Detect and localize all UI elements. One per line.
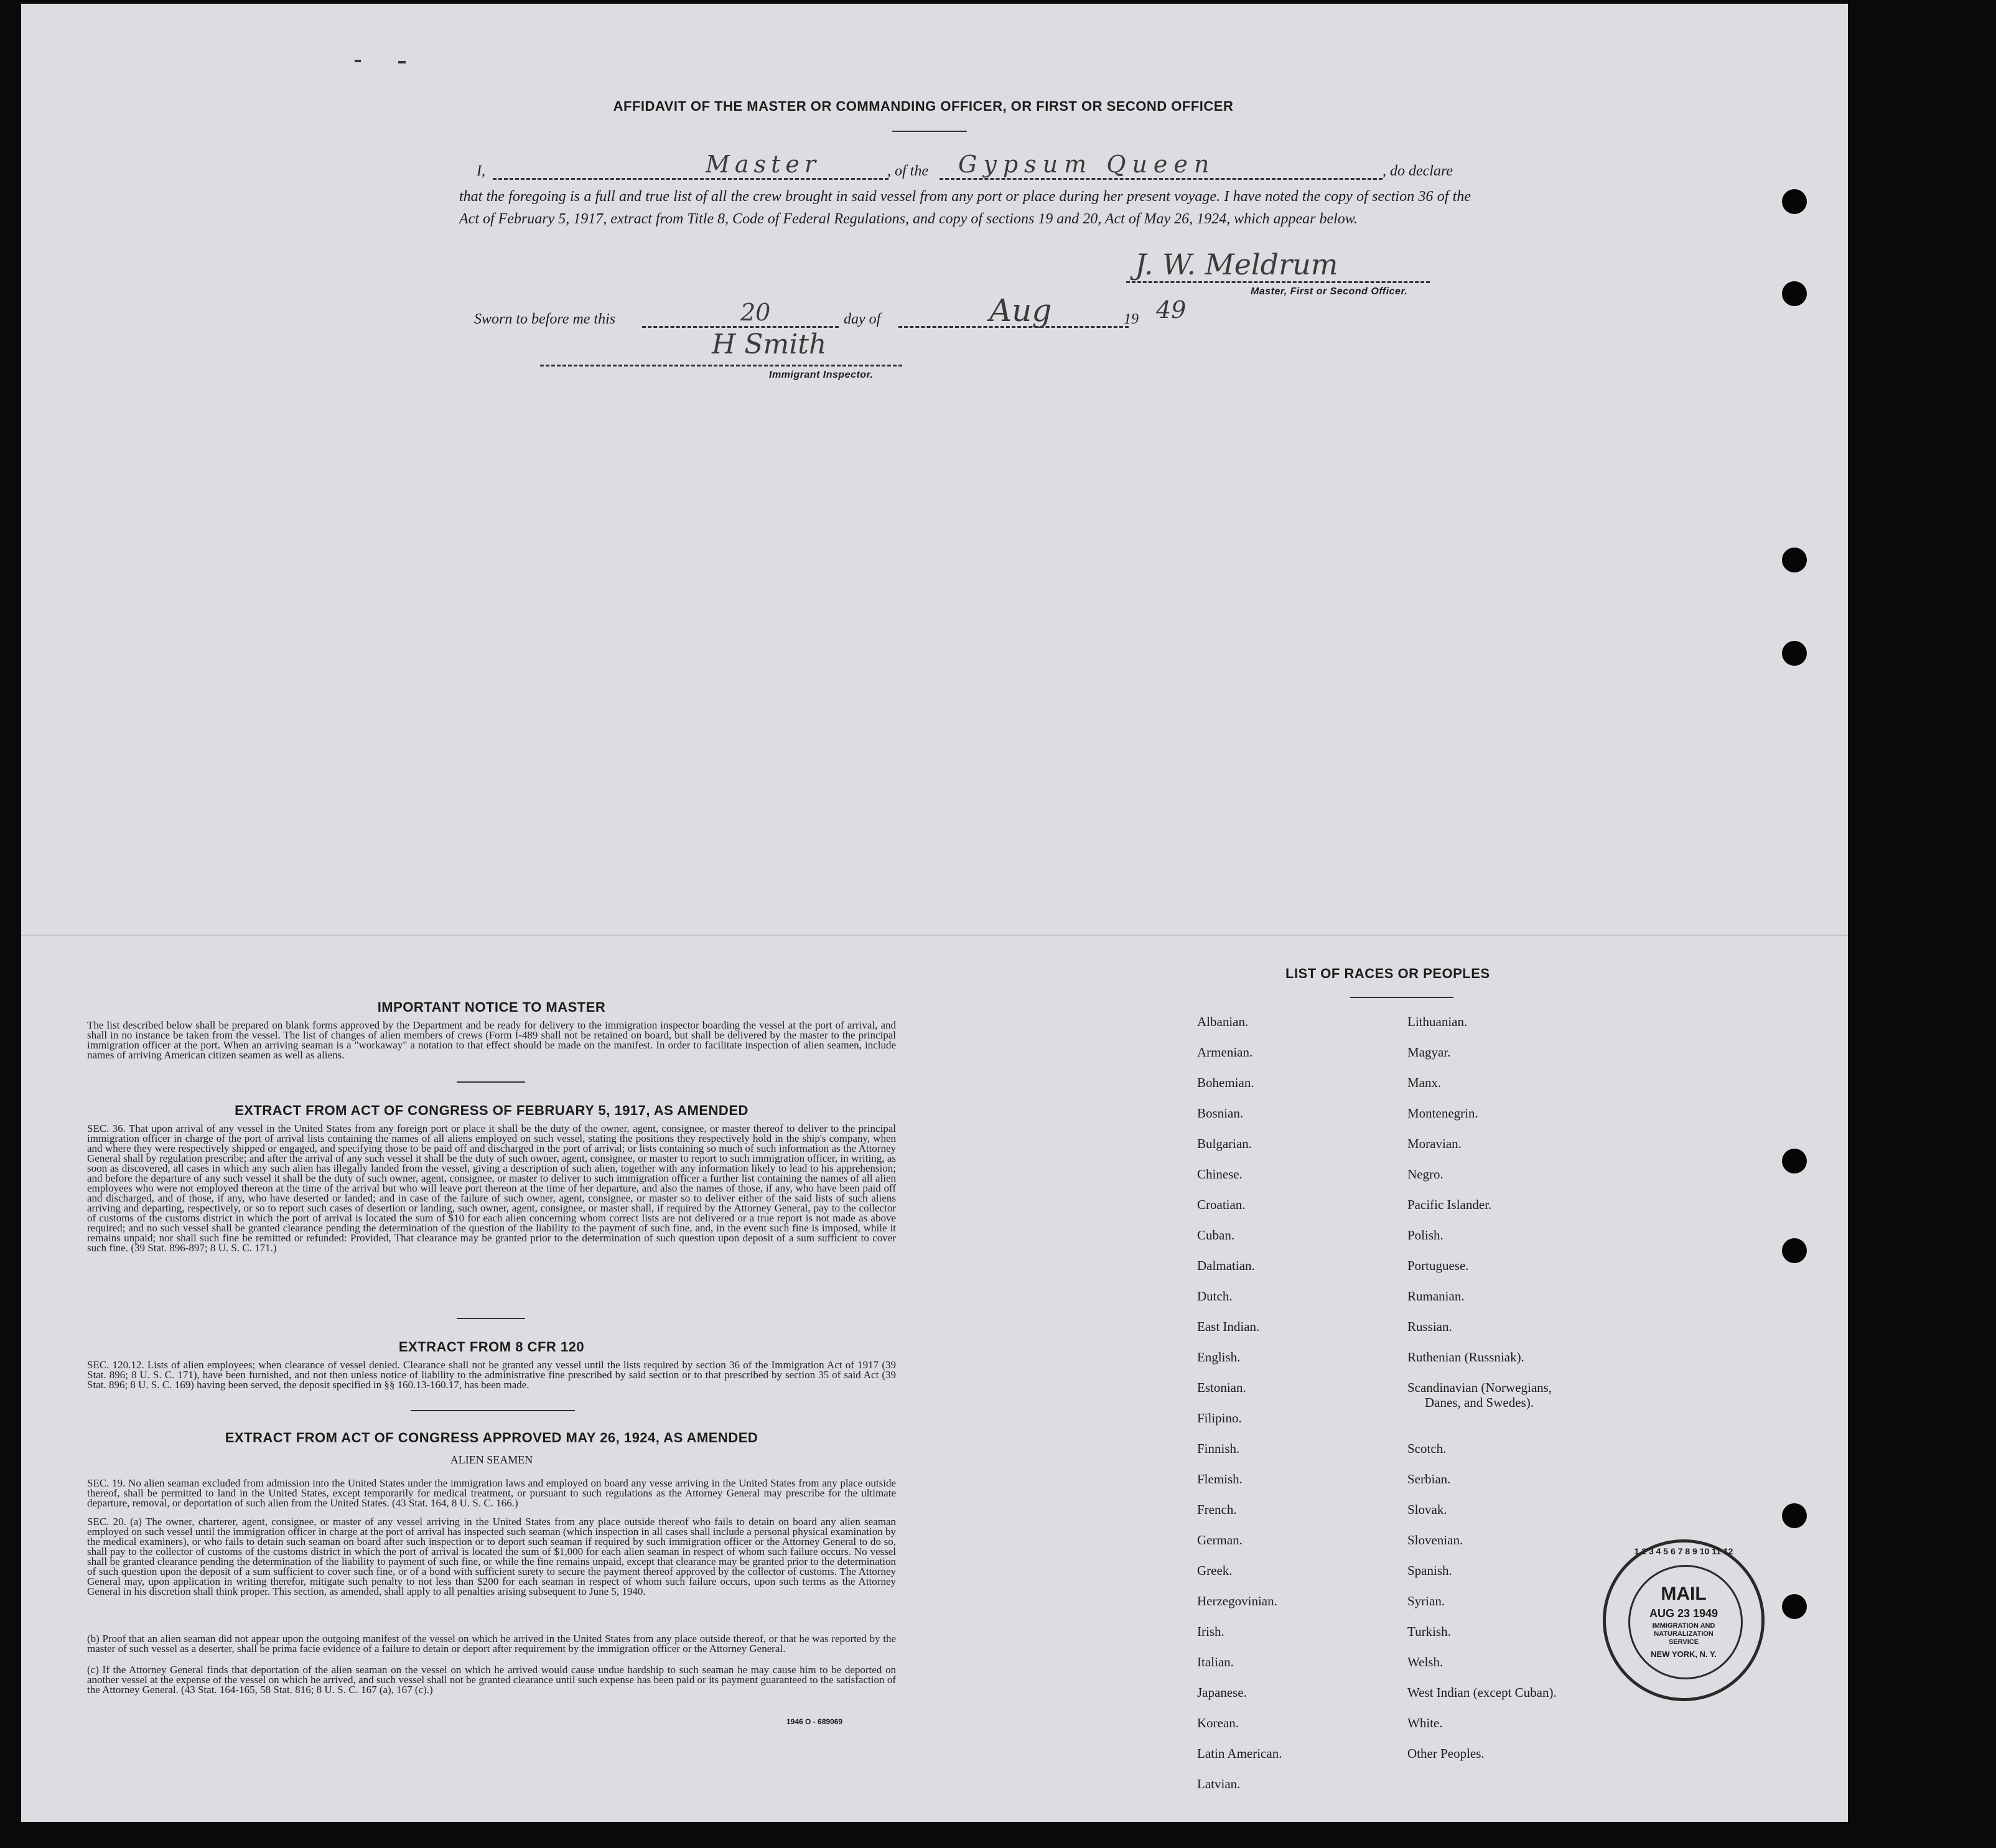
race-item: Japanese. (1197, 1685, 1247, 1700)
race-item: Korean. (1197, 1715, 1239, 1730)
of-the-label: , of the (887, 163, 928, 179)
race-item: Rumanian. (1407, 1289, 1465, 1304)
act-1917-body: SEC. 36. That upon arrival of any vessel in the United States from any foreign port or place it shall be the duty of the owner, agent, consignee, or master thereof to deliver to the principal immigration officer in charge of the port of arrival lists containing the names of all aliens employed on such vessel, stating the positions they respectively hold in the ship's company, when and where they were respectively shipped or engaged, and specifying those to be paid off and discharged in the port of arrival; or lists containing so much of such information as the Attorney General shall by regulation prescribe; and after the arrival of any such vessel it shall be the duty of such owner, agent, consignee, or master to report to such immigration officer, in writing, as soon as discovered, all cases in which any such alien has illegally landed from the vessel, giving a description of such alien, together with any information likely to lead to his apprehension; and before the departure of any such vessel it shall be the duty of such owner, agent, consignee, or master to deliver to such immigration officer a further list containing the names of all alien employees who were not employed thereon at the time of the arrival but who will leave port thereon at the time of her departure, and also the names of those, if any, who have been paid off and discharged, and of those, if any, who have deserted or landed; and in case of the failure of such owner, agent, consignee, or master so to deliver either of the said lists of such aliens arriving and departing, respectively, or so to report such cases of desertion or landing, such owner, agent, consignee, or master shall, if required by the Attorney General, pay to the collector of customs of the customs district in which the port of arrival is located the sum of $10 for each alien concerning whom correct lists are not delivered or a true report is not made as above required; and no such vessel shall be granted clearance pending the determination of the question of the liability to the payment of such fine, and, in the event such fine is imposed, while it remains unpaid; nor shall such fine be remitted or refunded: Provided, That clearance may be granted prior to the determination of such question upon deposit of a sum sufficient to cover such fine. (39 Stat. 896-897; 8 U. S. C. 171.) (87, 1122, 896, 1254)
race-item: Latvian. (1197, 1776, 1241, 1791)
race-item: West Indian (except Cuban). (1407, 1685, 1557, 1700)
race-item: Latin American. (1197, 1746, 1282, 1761)
title-rule (892, 131, 967, 132)
vessel-blank (940, 178, 1383, 180)
binder-hole (1782, 1503, 1807, 1528)
sec19-body: SEC. 19. No alien seaman excluded from admission into the United States under the immigration laws and employed on board any vesse arriving in the United States from any place outside thereof, shall be permitted to land in the United States, except temporarily for medical treatment, or pursuant to such regulations as the Attorney General may prescribe for the ultimate departure, removal, or deportation of such alien from the United States. (43 Stat. 164, 8 U. S. C. 166.) (87, 1477, 896, 1509)
race-item: East Indian. (1197, 1319, 1260, 1334)
race-item: Chinese. (1197, 1167, 1243, 1182)
sec20a-body: SEC. 20. (a) The owner, charterer, agent, consignee, or master of any vessel arriving in the United States from any place outside thereof who fails to detain on board any alien seaman employed on such vessel until the immigration officer in charge at the port of arrival has inspected such seaman (which inspection in all cases shall include a personal physical examination by the medical examiners), or who fails to detain such seaman on board after such inspection or to deport such seaman if required by such immigration officer or the Attorney General to do so, shall pay to the collector of customs of the customs district in which the port of arrival is located the sum of $1,000 for each alien seaman in respect of whom such failure occurs. No vessel shall be granted clearance pending the determination of the liability to payment of such fine, or while the fine remains unpaid, except that clearance may be granted prior to the determination of such question upon the deposit of a sum sufficient to cover such fine, or of a bond with sufficient surety to secure the payment thereof approved by the collector of customs. The Attorney General may, upon application in writing therefor, mitigate such penalty to not less than $200 for each seaman in respect of whom such failure occurs, upon such terms as the Attorney General in his discretion shall think proper. This section, as amended, shall apply to all penalties arising subsequent to June 5, 1940. (87, 1516, 896, 1597)
inspector-label: Immigrant Inspector. (769, 370, 874, 380)
document-page (21, 4, 1848, 1822)
race-item: Negro. (1407, 1167, 1443, 1182)
race-item: Cuban. (1197, 1228, 1235, 1243)
race-item: Croatian. (1197, 1197, 1246, 1212)
race-item: White. (1407, 1715, 1443, 1730)
race-item: Irish. (1197, 1624, 1224, 1639)
race-item: Bohemian. (1197, 1075, 1254, 1090)
binder-hole (1782, 548, 1807, 572)
notice-heading: IMPORTANT NOTICE TO MASTER (377, 999, 606, 1015)
stamp-date: AUG 23 1949 (1649, 1607, 1719, 1620)
race-item: Serbian. (1407, 1472, 1451, 1486)
race-item: Other Peoples. (1407, 1746, 1485, 1761)
race-item: Pacific Islander. (1407, 1197, 1492, 1212)
section-rule (411, 1410, 575, 1411)
binder-hole (1782, 1594, 1807, 1619)
race-item: Lithuanian. (1407, 1014, 1468, 1029)
race-item: Estonian. (1197, 1380, 1246, 1395)
race-item: Scotch. (1407, 1441, 1447, 1456)
master-value: Master (706, 151, 821, 178)
race-item: Armenian. (1197, 1045, 1253, 1060)
do-declare-label: , do declare (1383, 163, 1453, 179)
stamp-city: NEW YORK, N. Y. (1651, 1650, 1717, 1659)
stamp-ring-numbers: 1 2 3 4 5 6 7 8 9 10 11 12 (1634, 1546, 1733, 1556)
races-rule (1350, 997, 1453, 998)
race-item: Moravian. (1407, 1136, 1462, 1151)
race-item: Magyar. (1407, 1045, 1451, 1060)
race-item: Flemish. (1197, 1472, 1243, 1486)
affidavit-title: AFFIDAVIT OF THE MASTER OR COMMANDING OFFICER, OR FIRST OR SECOND OFFICER (613, 98, 1234, 114)
section-rule (457, 1318, 525, 1319)
binder-hole (1782, 1238, 1807, 1263)
sworn-year-prefix: 19 (1124, 311, 1139, 327)
binder-hole (1782, 281, 1807, 306)
act-1917-heading: EXTRACT FROM ACT OF CONGRESS OF FEBRUARY 5, 1917, AS AMENDED (235, 1103, 749, 1118)
affidavit-body: that the foregoing is a full and true list of all the crew brought in said vessel from any port or place during her present voyage. I have noted the copy of section 36 of the Act of February 5, 1917, extract from Title 8, Code of Federal Regulations, and copy of sections 19 and 20, Act of May 26, 1924, which appear below. (459, 189, 1471, 227)
section-rule (457, 1081, 525, 1083)
race-item: Bulgarian. (1197, 1136, 1252, 1151)
act-1924-subheading: ALIEN SEAMEN (450, 1454, 533, 1466)
binder-hole (1782, 641, 1807, 666)
race-item: Spanish. (1407, 1563, 1452, 1578)
inspector-signature: H Smith (712, 329, 827, 360)
race-item: Bosnian. (1197, 1106, 1244, 1121)
cfr-heading: EXTRACT FROM 8 CFR 120 (398, 1339, 585, 1355)
race-item: Finnish. (1197, 1441, 1240, 1456)
race-item: Portuguese. (1407, 1258, 1469, 1273)
officer-signature-line (1126, 281, 1430, 283)
race-item: Manx. (1407, 1075, 1442, 1090)
race-item: Welsh. (1407, 1654, 1443, 1669)
race-item: French. (1197, 1502, 1237, 1517)
race-item: Russian. (1407, 1319, 1452, 1334)
day-of-label: day of (844, 311, 881, 327)
race-item: German. (1197, 1533, 1243, 1547)
race-item: Montenegrin. (1407, 1106, 1478, 1121)
race-item: Italian. (1197, 1654, 1234, 1669)
race-item: Ruthenian (Russniak). (1407, 1350, 1524, 1365)
print-code: 1946 O - 689069 (786, 1717, 843, 1726)
race-item: Slovenian. (1407, 1533, 1463, 1547)
sworn-year-value: 49 (1156, 296, 1187, 324)
race-item: Albanian. (1197, 1014, 1249, 1029)
race-item: Danes, and Swedes). (1425, 1395, 1534, 1410)
vessel-name: Gypsum Queen (958, 151, 1216, 178)
officer-signature: J. W. Meldrum (1135, 248, 1338, 281)
stray-mark (398, 61, 406, 63)
inspector-signature-line (540, 365, 902, 366)
sworn-day-value: 20 (740, 299, 771, 326)
race-item: Dalmatian. (1197, 1258, 1255, 1273)
race-item: Filipino. (1197, 1411, 1242, 1426)
sworn-month-value: Aug (989, 292, 1052, 329)
binder-hole (1782, 189, 1807, 214)
officer-signature-label: Master, First or Second Officer. (1251, 286, 1408, 297)
race-item: Scandinavian (Norwegians, (1407, 1380, 1552, 1395)
sec20c-body: (c) If the Attorney General finds that deportation of the alien seaman on the vessel on which he arrived would cause undue hardship to such seaman he may cause him to be deported on another vessel at the expense of the vessel on which he arrived, and such vessel shall not be granted clearance until such expense has been paid or its payment guaranteed to the satisfaction of the Attorney General. (43 Stat. 164-165, 58 Stat. 816; 8 U. S. C. 167 (a), 167 (c).) (87, 1664, 896, 1696)
sworn-label: Sworn to before me this (474, 311, 616, 327)
affidavit-prefix: I, (477, 163, 485, 179)
race-item: Slovak. (1407, 1502, 1447, 1517)
race-item: Turkish. (1407, 1624, 1451, 1639)
race-item: Greek. (1197, 1563, 1233, 1578)
cfr-body: SEC. 120.12. Lists of alien employees; when clearance of vessel denied. Clearance shall not be granted any vessel until the lists required by section 36 of the Immigration Act of 1917 (39 Stat. 896; 8 U. S. C. 171), have been furnished, and not then unless notice of liability to the administrative fine prescribed by said section or to that prescribed by section 35 of said Act (39 Stat. 896; 8 U. S. C. 169) having been served, the deposit specified in §§ 160.13-160.17, has been made. (87, 1359, 896, 1391)
stamp-agency: IMMIGRATION AND NATURALIZATION SERVICE (1652, 1622, 1715, 1646)
binder-hole (1782, 1149, 1807, 1174)
act-1924-heading: EXTRACT FROM ACT OF CONGRESS APPROVED MAY 26, 1924, AS AMENDED (225, 1430, 758, 1445)
sec20b-body: (b) Proof that an alien seaman did not appear upon the outgoing manifest of the vessel on which he arrived in the United States from any place outside thereof, or that he was reported by the master of such vessel as a deserter, shall be prima facie evidence of a failure to detain or deport after requirement by the immigration officer or the Attorney General. (87, 1633, 896, 1654)
master-blank (493, 178, 888, 180)
stray-mark (355, 60, 361, 62)
race-item: Polish. (1407, 1228, 1443, 1243)
sworn-day-blank (642, 326, 839, 328)
race-item: Herzegovinian. (1197, 1594, 1277, 1608)
stamp-mail: MAIL (1661, 1584, 1707, 1604)
race-item: English. (1197, 1350, 1241, 1365)
notice-body: The list described below shall be prepared on blank forms approved by the Department and be ready for delivery to the immigration inspector boarding the vessel at the port of arrival, and shall in no instance be taken from the vessel. The list of changes of alien members of crews (Form I-489 shall not be retained on board, but shall be delivered by the master to the principal immigration officer at the port. When an arriving seaman is a "workaway" a notation to that effect should be made on the manifest. In order to facilitate inspection of alien seamen, include names of arriving American citizen seamen as well as aliens. (87, 1019, 896, 1061)
race-item: Syrian. (1407, 1594, 1445, 1608)
mail-postmark-stamp (1603, 1539, 1765, 1701)
races-heading: LIST OF RACES OR PEOPLES (1285, 966, 1490, 981)
race-item: Dutch. (1197, 1289, 1233, 1304)
